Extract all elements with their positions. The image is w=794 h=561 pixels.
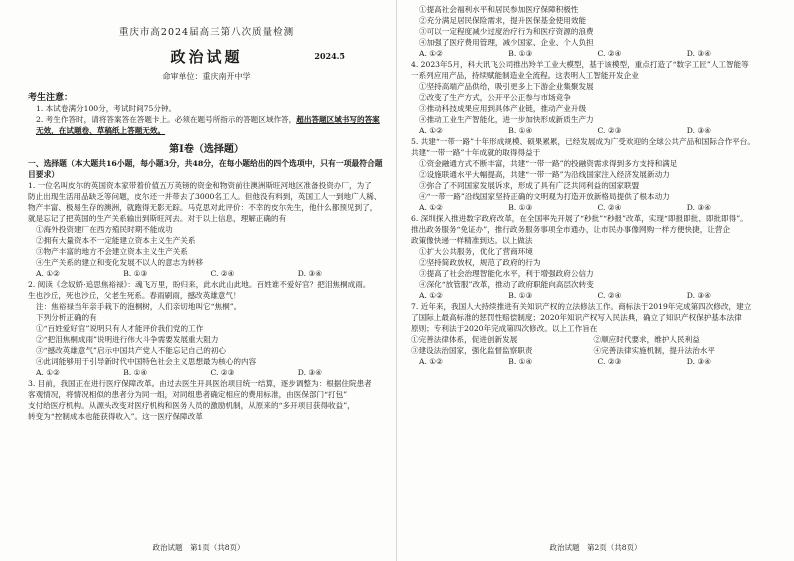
option-b: B. ①④ <box>508 357 533 366</box>
paper-date: 2024.5 <box>314 51 345 61</box>
question-4-options <box>411 125 776 136</box>
option-a: A. ①② <box>419 49 443 58</box>
option-b: B. ①③ <box>508 291 533 300</box>
question-3-options <box>411 48 776 59</box>
question-2: 2. 阅读《念奴娇·追思焦裕禄》：魂飞万里，盼归来，此水此山此地。百姓谁不爱好官？把泪焦桐成雨。 生也沙丘，死也沙丘，父老生死系。春雨刷雨，撼改英雄意气！ 注：焦裕禄当年亲手栽下的泡桐树，人们亲切地叫它“焦桐”。 下列分析正确的有 ①“百姓爱好官”说明只有人才能评价我们党的工作 ②“把泪焦桐成雨”说明进行伟大斗争需要发展重大阻力 ③“撼改英雄意气”启示中国共产党人不能忘记自己的初心 ④此词能够用于引导新时代中国特色社会主义思想最为核心的内容 <box>28 280 371 366</box>
option-c: C. ②④ <box>597 49 622 58</box>
question-5: 5. 共建“一带一路”十年形成规模、硕果累累，已经发展成为广受欢迎的全球公共产品和国际合作平台。 共建“一带一路”十年成就的取得得益于 ①资金融通方式不断丰富，共建“一带一路”的投融资需求得到多方支持和满足 ②设施联通水平大幅提高，共建“一带一路”为沿线国家注入经济发展新动力 ③弥合了不同国家发展诉求，形成了具有广泛共同利益的国家联盟 ④“一带一路”沿线国家坚持正确的文明观为打造开放新格局提供了根本动力 <box>411 137 755 201</box>
option-b: B. ①③ <box>508 49 533 58</box>
question-1: 1. 一位名叫皮尔的英国资本家带着价值五万英镑的资金和物资前往澳洲斯旺河地区准备投资办厂，为了 防止出现生活用品缺乏等问题，皮尔还一并带去了3000名工人。但他没有料到，英国工人一到地广人稀、 物产丰富、极易生存的澳洲，就跑得无影无踪。马克思对此评价：不幸的皮尔先生，他什么都预见到了， 就是忘记了把英国的生产关系输出到斯旺河去。对于以上信息，理解正确的有 ①海外投资建厂在西方殖民时期不能成功 ②拥有大量资本不一定能建立资本主义生产关系 ③物产丰富的地方不会建立资本主义生产关系 ④生产关系的建立和变化发展不以人的意志为转移 <box>28 181 382 267</box>
option-a: A. ①② <box>419 291 443 300</box>
page-footer-right: 政治试题 第2页（共8页） <box>549 543 642 552</box>
option-a: A. ①② <box>419 203 443 212</box>
right-page <box>397 0 794 561</box>
option-b: B. ①③ <box>508 203 533 212</box>
question-5-options <box>411 202 776 213</box>
question-7-choices-row-2: ③建设法治国家，强化监督监察职责 ④完善法律实施机制，提升法治水平 <box>411 346 715 355</box>
paper-title-text: 政治试题 <box>170 48 243 66</box>
exam-heading: 重庆市高2024届高三第八次质量检测 <box>118 27 295 38</box>
option-d: D. ③④ <box>686 291 712 300</box>
option-d: D. ③④ <box>297 269 323 278</box>
option-d: D. ③④ <box>297 368 323 377</box>
authoring-unit: 命审单位：重庆南开中学 <box>162 72 251 81</box>
question-7-choices-row-1: ①完善法律体系，促进创新发展 ②顺应时代要求，维护人民利益 <box>411 335 700 344</box>
question-3-choices: ①提高社会福利水平和居民参加医疗保障积极性 ②充分满足居民保险需求，提升医保基金使用效能 ③可以一定程度减少过度治疗行为和医疗资源的浪费 ④加强了医疗费用管理，减少国家、企业、个人负担 <box>419 5 594 47</box>
notice-item: 1. 本试卷满分100分，考试时间75分钟。 <box>36 104 177 113</box>
question-7: 7. 近年来，我国人大持续推进有关知识产权的立法修法工作。商标法于2019年完成第四次修改，建立 了国际上最高标准的惩罚性赔偿制度；2020年知识产权写入民法典，确立了知识产权保护基本法律 原则；专利法于2020年完成第四次修改。以上工作旨在 ①完善法律体系，促进创新发展 ②顺应时代要求，维护人民利益 ③建设法治国家，强化监督监察职责 ④完善法律实施机制，提升法治水平 <box>411 301 776 356</box>
option-a: A. ①② <box>36 368 60 377</box>
option-c: C. ②④ <box>597 203 622 212</box>
page-footer-left: 政治试题 第1页（共8页） <box>152 543 245 552</box>
question-2-options <box>28 367 385 378</box>
option-c: C. ②④ <box>210 269 235 278</box>
option-c: C. ②③ <box>210 368 235 377</box>
section-heading: 一、选择题（本大题共16小题，每小题3分，共48分，在每小题给出的四个选项中，只有一项最符合题目要求） <box>28 159 383 179</box>
option-d: D. ③④ <box>686 126 712 135</box>
option-d: D. ③④ <box>686 203 712 212</box>
question-6-options <box>411 290 776 301</box>
option-c: C. ②④ <box>597 291 622 300</box>
question-6: 6. 深圳探入推进数字政府改革，在全国率先开展了“秒批”“秒报”改革，实现“即报即批、即批即得”。 推出政务服务“免证办”，推行政务服务事项全市通办，让市民办事像网购一样方便快捷，让营企 政策像快递一样精准到达。以上做法 ①扩大公共服务，优化了营商环境 ②坚持简政放权，规范了政府的行为 ③提高了社会治理智能化水平，利于增强政府公信力 ④深化“放管服”改革，推动了政府职能向高层次转变 <box>411 214 748 289</box>
option-d: D. ③④ <box>686 357 712 366</box>
option-d: D. ③④ <box>686 49 712 58</box>
question-7-options <box>411 356 776 367</box>
option-a: A. ①② <box>419 357 443 366</box>
option-a: A. ①② <box>419 126 443 135</box>
paper-title <box>28 46 385 67</box>
question-4: 4. 2023年5月，科大讯飞公司推出羚羊工业大模型，基于该模型，重点打造了“数字工匠”人工智能等 一系列应用产品，持续赋能制造业全流程。这表明人工智能开发企业 ①坚持高端产品供给，吸引更多上下游企业集聚发展 ②改变了生产方式，公开平公正参与市场竞争 ③推动科技成果应用到具体产业链，推动产业升级 ④推动工业生产智能化，进一步加快形成新质生产力 <box>411 60 749 124</box>
notice-list <box>28 103 385 136</box>
option-b: B. ①④ <box>123 368 148 377</box>
option-b: B. ①④ <box>508 126 533 135</box>
option-c: C. ②③ <box>597 357 622 366</box>
option-a: A. ①② <box>36 269 60 278</box>
option-b: B. ①③ <box>123 269 148 278</box>
notice-heading: 考生注意： <box>28 93 74 103</box>
option-c: C. ②③ <box>597 126 622 135</box>
question-3: 3. 目前，我国正在进行医疗保障改革。由过去医生开具医治项目统一结算，逐步调整为：根据住院患者 客观情况，将情况相似的患者分为同一组，对同组患者确定相应的费用标准，由医保部门“打包” 支付给医疗机构。从源头改变对医疗机构和医务人员的激励机制，从原来的“多开项目获得收益”， 转变为“控制成本也能获得收入”。这一医疗保障改革 <box>28 379 372 421</box>
question-1-options <box>28 268 385 279</box>
notice-item: 2. 考生作答时，请将答案答在答题卡上。必须在题号所指示的答题区域作答，超出答题区域书写的答案无效，在试题卷、草稿纸上答题无效。 <box>36 115 380 135</box>
volume-title: 第Ⅰ卷（选择题） <box>169 144 244 155</box>
